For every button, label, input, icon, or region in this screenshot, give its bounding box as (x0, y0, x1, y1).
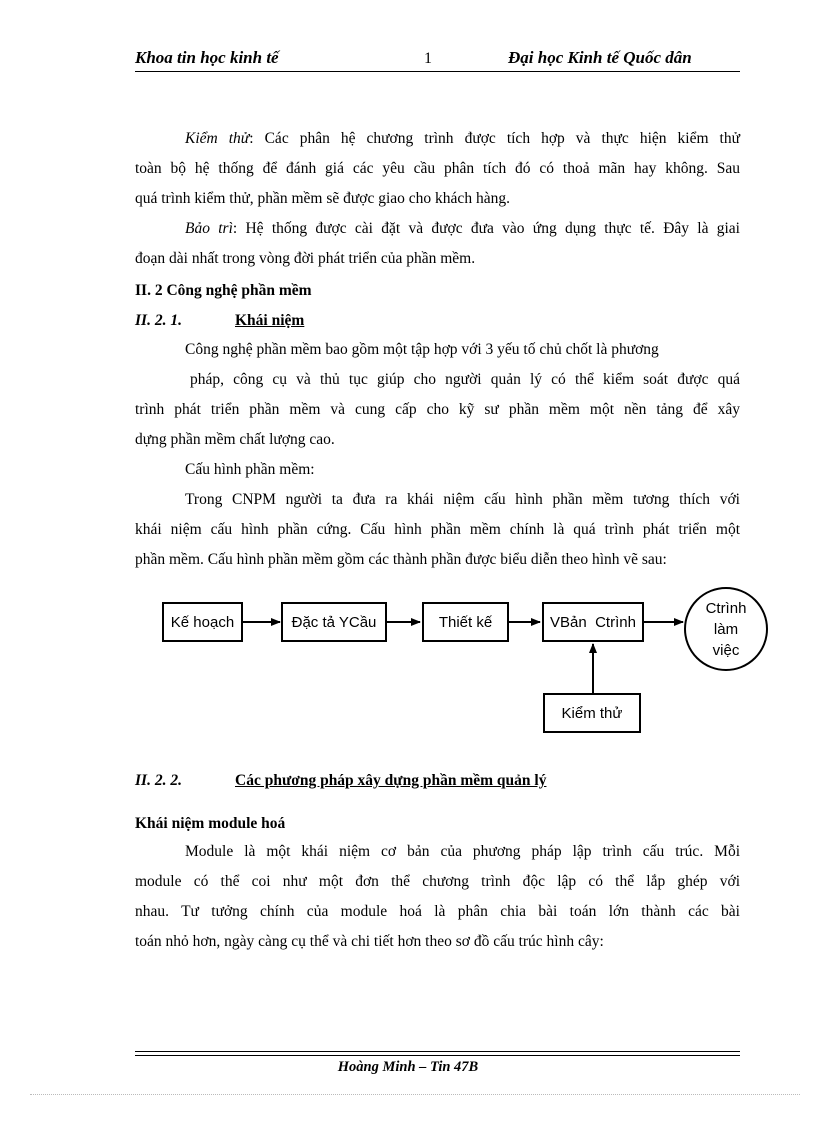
page-edge-dotted (30, 1094, 800, 1095)
box-label: Kiểm thử (561, 704, 623, 722)
diagram-box-thiet-ke (422, 602, 509, 642)
paragraph-module-line1: Module là một khái niệm cơ bản của phương pháp lập trình cấu trúc. Mỗi (185, 843, 740, 860)
paragraph-cau-hinh-line3: phần mềm. Cấu hình phần mềm gồm các thành phần được biểu diễn theo hình vẽ sau: (135, 551, 667, 568)
term-bao-tri: Bảo trì (185, 220, 233, 237)
diagram-box-ke-hoach (162, 602, 243, 642)
box-label: VBản Ctrình (550, 613, 636, 631)
paragraph-cnpm-line1: Công nghệ phần mềm bao gồm một tập hợp với 3 yếu tố chủ chốt là phương (185, 341, 659, 358)
paragraph-cau-hinh-line1: Trong CNPM người ta đưa ra khái niệm cấu hình phần mềm tương thích với (185, 491, 740, 508)
footer-author: Hoàng Minh – Tin 47B (337, 1059, 479, 1075)
paragraph-kiem-thu-line2: toàn bộ hệ thống để đánh giá các yêu cầu phân tích đó có thoả mãn hay không. Sau (135, 160, 740, 177)
footer-rule-top (135, 1051, 740, 1052)
header-faculty: Khoa tin học kinh tế (135, 48, 279, 67)
page-number: 1 (424, 50, 432, 67)
subsection-2-number: II. 2. 2. (135, 772, 182, 789)
paragraph-cnpm-line4: dựng phần mềm chất lượng cao. (135, 431, 335, 448)
box-label: Thiết kế (438, 613, 493, 631)
paragraph-cau-hinh-line2: khái niệm cấu hình phần cứng. Cấu hình phần mềm chính là quá trình phát triển một (135, 521, 740, 538)
diagram-box-dac-ta (281, 602, 387, 642)
paragraph-kiem-thu-line3: quá trình kiểm thử, phần mềm sẽ được giao cho khách hàng. (135, 190, 510, 207)
box-label: Đặc tả YCầu (291, 613, 377, 631)
box-label: Kế hoạch (170, 613, 235, 631)
paragraph-cnpm-line3: trình phát triển phần mềm và cung cấp cho kỹ sư phần mềm một nền tảng để xây (135, 401, 740, 418)
circle-label-line3: việc (712, 641, 740, 659)
paragraph-module-line2: module có thể coi như một đơn thể chương trình độc lập có thể lắp ghép với (135, 873, 740, 890)
header-university: Đại học Kinh tế Quốc dân (508, 48, 692, 67)
subsection-1-title: Khái niệm (235, 312, 305, 329)
paragraph-cnpm-line2: pháp, công cụ và thủ tục giúp cho người quản lý có thể kiểm soát được quá (190, 371, 740, 388)
subsection-2-title: Các phương pháp xây dựng phần mềm quản lý (235, 772, 547, 789)
paragraph-module-line3: nhau. Tư tưởng chính của module hoá là phân chia bài toán lớn thành các bài (135, 903, 740, 920)
diagram-box-kiem-thu (543, 693, 641, 733)
circle-label-line1: Ctrình (705, 599, 747, 617)
diagram-box-vban-ctrinh (542, 602, 644, 642)
circle-label-line2: làm (713, 620, 739, 638)
paragraph-bao-tri-line2: đoạn dài nhất trong vòng đời phát triển của phần mềm. (135, 250, 476, 267)
label-cau-hinh: Cấu hình phần mềm: (185, 461, 315, 478)
diagram-circle-ctrinh (684, 587, 768, 671)
subsection-1-number: II. 2. 1. (135, 312, 182, 329)
section-title: II. 2 Công nghệ phần mềm (135, 282, 312, 299)
text-span: : Hệ thống được cài đặt và được đưa vào ứng dụng thực tế. Đây là giai (232, 220, 740, 237)
term-kiem-thu: Kiểm thử (185, 130, 250, 147)
heading-module: Khái niệm module hoá (135, 815, 286, 832)
text-span: : Các phân hệ chương trình được tích hợp và thực hiện kiểm thử (249, 130, 741, 147)
footer-rule-bottom (135, 1055, 740, 1056)
paragraph-module-line4: toán nhỏ hơn, ngày càng cụ thể và chi tiết hơn theo sơ đồ cấu trúc hình cây: (135, 933, 604, 950)
